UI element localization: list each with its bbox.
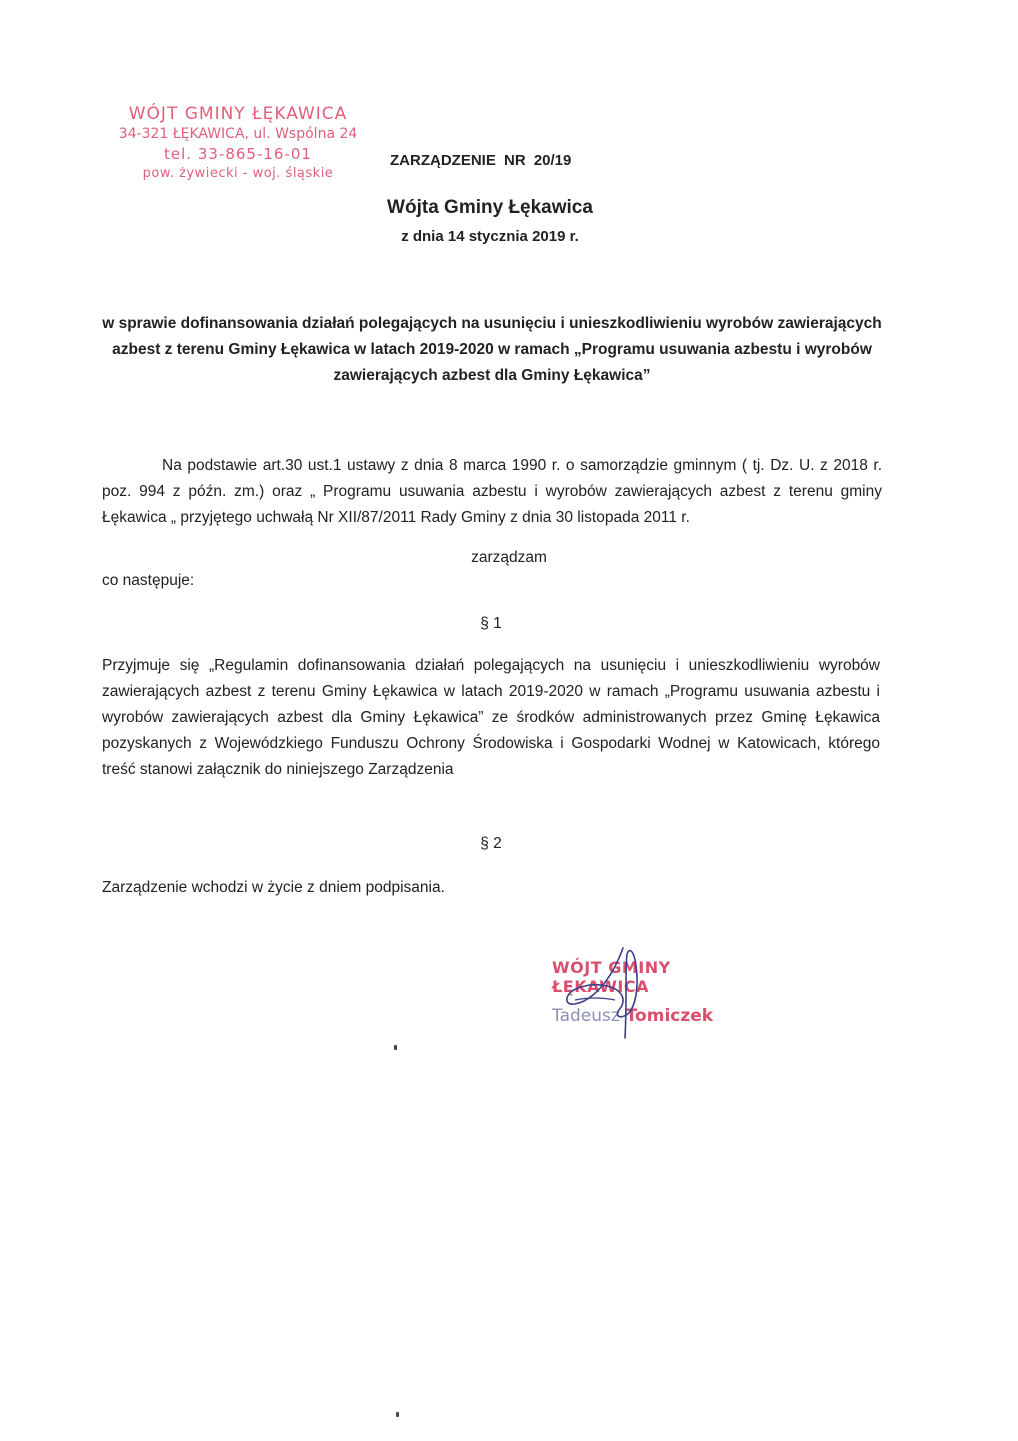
document-subject: w sprawie dofinansowania działań polegających na usunięciu i unieszkodliwieniu wyrobów zawierających azbest z terenu Gminy Łękawica w latach 2019-2020 w ramach „Programu usuwania azbestu i wyrobów zawierających azbest dla Gminy Łękawica” xyxy=(102,315,882,384)
document-number: ZARZĄDZENIE NR 20/19 xyxy=(390,152,572,169)
document-date: z dnia 14 stycznia 2019 r. xyxy=(401,228,579,245)
legal-basis-paragraph: Na podstawie art.30 ust.1 ustawy z dnia 8 marca 1990 r. o samorządzie gminnym ( tj. Dz. U. z 2018 r. poz. 994 z późn. zm.) oraz „ Programu usuwania azbestu i wyrobów zawierających azbest z terenu gminy Łękawica „ przyjętego uchwałą Nr XII/87/2011 Rady Gminy z dnia 30 listopada 2011 r. xyxy=(102,457,882,526)
signature-first-name: Tadeusz xyxy=(552,1006,620,1026)
scan-speck xyxy=(396,1412,399,1417)
section-1-mark: § 1 xyxy=(480,615,502,632)
scan-speck xyxy=(394,1045,397,1050)
decree-word: zarządzam xyxy=(471,549,547,566)
stamp-line-3: tel. 33-865-16-01 xyxy=(164,145,312,163)
section-2-text: Zarządzenie wchodzi w życie z dniem podpisania. xyxy=(102,879,445,896)
signature-title: WÓJT GMINY ŁĘKAWICA xyxy=(552,958,671,996)
stamp-line-2: 34-321 ŁĘKAWICA, ul. Wspólna 24 xyxy=(118,126,358,142)
follows-label: co następuje: xyxy=(102,572,195,589)
section-1-text: Przyjmuje się „Regulamin dofinansowania działań polegających na usunięciu i unieszkodliwieniu wyrobów zawierających azbest z terenu Gminy Łękawica w latach 2019-2020 w ramach „Programu usuwania azbestu i wyrobów zawierających azbest dla Gminy Łękawica” ze środków administrowanych przez Gminę Łękawica pozyskanych z Wojewódzkiego Funduszu Ochrony Środowiska i Gospodarki Wodnej w Katowicach, którego treść stanowi załącznik do niniejszego Zarządzenia xyxy=(102,657,880,778)
issuer-title: Wójta Gminy Łękawica xyxy=(387,197,593,218)
handwritten-signature xyxy=(545,940,675,1040)
office-stamp xyxy=(118,104,358,184)
stamp-line-1: WÓJT GMINY ŁĘKAWICA xyxy=(128,104,348,124)
signature-last-name: Tomiczek xyxy=(625,1006,714,1026)
section-2-mark: § 2 xyxy=(480,835,502,852)
stamp-line-4: pow. żywiecki - woj. śląskie xyxy=(142,166,334,181)
